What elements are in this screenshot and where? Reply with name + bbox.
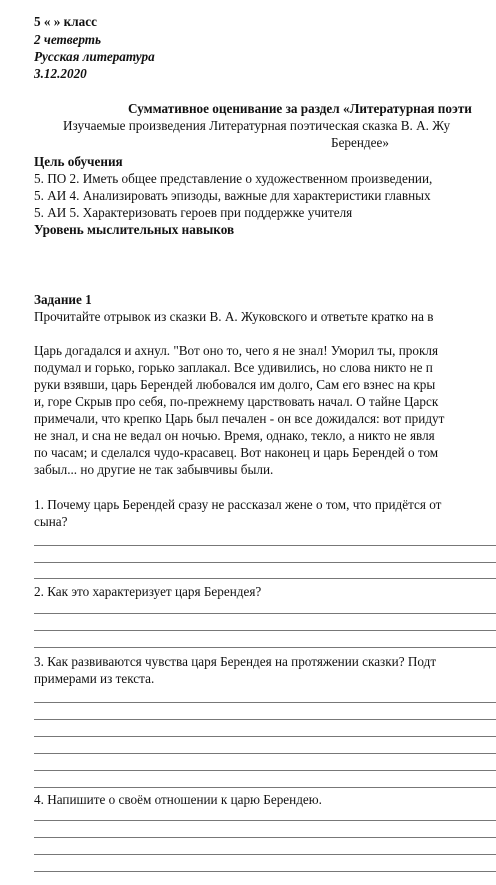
- answer-line[interactable]: [34, 578, 496, 579]
- answer-line[interactable]: [34, 702, 496, 703]
- answer-line[interactable]: [34, 545, 496, 546]
- thinking-level-heading: Уровень мыслительных навыков: [34, 222, 235, 237]
- task-instruction: Прочитайте отрывок из сказки В. А. Жуковского и ответьте кратко на в: [34, 309, 434, 324]
- answer-line[interactable]: [34, 871, 496, 872]
- excerpt-line: руки взявши, царь Берендей любовался им долго, Сам его взнес на кры: [34, 377, 436, 392]
- goal-item: 5. АИ 4. Анализировать эпизоды, важные для характеристики главных: [34, 188, 431, 203]
- question-3: 3. Как развиваются чувства царя Берендея на протяжении сказки? Подт: [34, 654, 437, 669]
- question-1-continued: сына?: [34, 514, 68, 529]
- answer-line[interactable]: [34, 562, 496, 563]
- excerpt-line: примечали, что крепко Царь был печален - он все дожидался: вот придут: [34, 411, 445, 426]
- works-line: Изучаемые произведения Литературная поэтическая сказка В. А. Жу: [63, 118, 451, 133]
- quarter-line: 2 четверть: [34, 32, 102, 47]
- answer-line[interactable]: [34, 613, 496, 614]
- answer-line[interactable]: [34, 736, 496, 737]
- excerpt-line: не знал, и сна не ведал он ночью. Время, однако, текло, а никто не явля: [34, 428, 435, 443]
- answer-line[interactable]: [34, 630, 496, 631]
- goal-item: 5. ПО 2. Иметь общее представление о художественном произведении,: [34, 171, 433, 186]
- question-2: 2. Как это характеризует царя Берендея?: [34, 584, 262, 599]
- answer-line[interactable]: [34, 647, 496, 648]
- works-line-continued: Берендее»: [331, 135, 389, 150]
- answer-line[interactable]: [34, 787, 496, 788]
- grade-line: 5 « » класс: [34, 14, 97, 29]
- excerpt-line: забыл... но другие не так забывчивы были.: [34, 462, 274, 477]
- goal-item: 5. АИ 5. Характеризовать героев при поддержке учителя: [34, 205, 353, 220]
- answer-line[interactable]: [34, 770, 496, 771]
- excerpt-line: и, горе Скрыв про себя, по-прежнему царствовать начал. О тайне Царск: [34, 394, 439, 409]
- excerpt-line: подумал и горько, горько заплакал. Все удивились, но слова никто не п: [34, 360, 433, 375]
- task-heading: Задание 1: [34, 292, 92, 307]
- document-title: Суммативное оценивание за раздел «Литературная поэти: [128, 101, 472, 116]
- answer-line[interactable]: [34, 854, 496, 855]
- excerpt-line: Царь догадался и ахнул. "Вот оно то, чего я не знал! Уморил ты, прокля: [34, 343, 439, 358]
- answer-line[interactable]: [34, 837, 496, 838]
- question-4: 4. Напишите о своём отношении к царю Берендею.: [34, 792, 322, 807]
- answer-line[interactable]: [34, 719, 496, 720]
- excerpt-line: по часам; и сделался чудо-красавец. Вот наконец и царь Берендей о том: [34, 445, 439, 460]
- question-3-continued: примерами из текста.: [34, 671, 155, 686]
- question-1: 1. Почему царь Берендей сразу не рассказал жене о том, что придётся от: [34, 497, 442, 512]
- answer-line[interactable]: [34, 820, 496, 821]
- answer-line[interactable]: [34, 753, 496, 754]
- date-line: 3.12.2020: [34, 66, 87, 81]
- goals-heading: Цель обучения: [34, 154, 123, 169]
- subject-line: Русская литература: [34, 49, 155, 64]
